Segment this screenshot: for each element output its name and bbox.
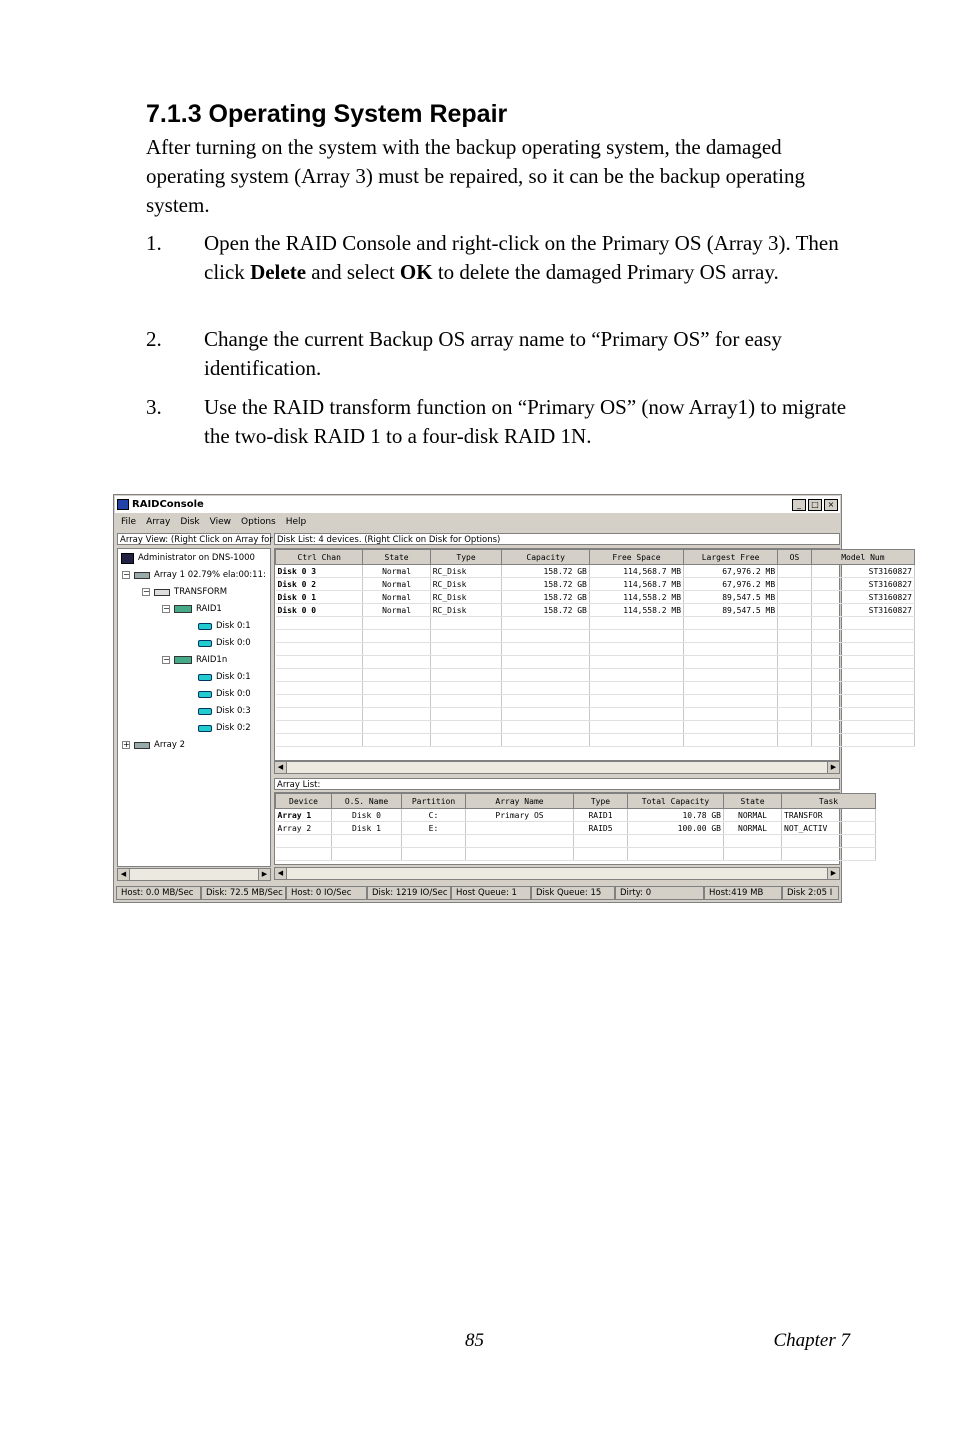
empty-cell bbox=[502, 695, 589, 708]
empty-cell bbox=[363, 669, 430, 682]
empty-cell bbox=[778, 669, 812, 682]
empty-cell bbox=[684, 708, 778, 721]
menu-bar bbox=[116, 515, 311, 529]
scroll-right-icon[interactable]: ▶ bbox=[827, 762, 839, 773]
empty-cell bbox=[811, 708, 914, 721]
column-header[interactable]: O.S. Name bbox=[332, 794, 402, 809]
empty-cell bbox=[782, 848, 876, 861]
empty-cell bbox=[430, 656, 502, 669]
disk-icon bbox=[198, 640, 212, 647]
table-cell: 89,547.5 MB bbox=[684, 591, 778, 604]
column-header[interactable]: Array Name bbox=[466, 794, 574, 809]
empty-cell bbox=[628, 848, 724, 861]
empty-cell bbox=[574, 848, 628, 861]
table-cell: ST3160827 bbox=[811, 591, 914, 604]
disk-icon bbox=[198, 725, 212, 732]
column-header[interactable]: OS bbox=[778, 550, 812, 565]
table-row[interactable] bbox=[276, 591, 915, 604]
table-cell: 158.72 GB bbox=[502, 591, 589, 604]
empty-cell bbox=[589, 734, 683, 747]
empty-cell bbox=[589, 669, 683, 682]
empty-cell bbox=[430, 734, 502, 747]
step-2 bbox=[146, 325, 850, 383]
tree-node-transform[interactable]: − TRANSFORM bbox=[143, 587, 228, 597]
tree-node-raid1n[interactable]: − RAID1n bbox=[163, 655, 228, 665]
table-cell: Array 1 bbox=[276, 809, 332, 822]
status-host-queue: Host Queue: 1 bbox=[451, 886, 531, 900]
scroll-right-icon[interactable]: ▶ bbox=[258, 869, 270, 880]
table-cell: Normal bbox=[363, 604, 430, 617]
empty-cell bbox=[778, 617, 812, 630]
table-cell: Disk 0 2 bbox=[276, 578, 363, 591]
close-icon[interactable]: × bbox=[824, 499, 838, 511]
table-row[interactable] bbox=[276, 578, 915, 591]
table-row[interactable] bbox=[276, 604, 915, 617]
empty-cell bbox=[502, 656, 589, 669]
step-number: 2. bbox=[146, 327, 162, 351]
disk-list-label: Disk List: 4 devices. (Right Click on Disk for Options) bbox=[274, 533, 840, 545]
collapse-icon[interactable]: − bbox=[163, 604, 170, 613]
empty-cell bbox=[778, 643, 812, 656]
status-host-io: Host: 0 IO/Sec bbox=[286, 886, 367, 900]
empty-cell bbox=[811, 721, 914, 734]
table-cell: NOT_ACTIV bbox=[782, 822, 876, 835]
empty-cell bbox=[430, 682, 502, 695]
empty-cell bbox=[430, 643, 502, 656]
table-cell: Primary OS bbox=[466, 809, 574, 822]
step-number: 1. bbox=[146, 231, 162, 255]
table-cell: ST3160827 bbox=[811, 604, 914, 617]
empty-cell bbox=[276, 630, 363, 643]
table-cell: RC_Disk bbox=[430, 578, 502, 591]
column-header[interactable]: Model Num bbox=[811, 550, 914, 565]
table-cell: Disk 0 3 bbox=[276, 565, 363, 578]
menu-array[interactable]: Array bbox=[146, 517, 171, 527]
table-cell: RC_Disk bbox=[430, 565, 502, 578]
empty-cell bbox=[811, 682, 914, 695]
table-cell: RAID1 bbox=[574, 809, 628, 822]
empty-cell bbox=[402, 835, 466, 848]
menu-disk[interactable]: Disk bbox=[180, 517, 200, 527]
empty-cell bbox=[363, 656, 430, 669]
empty-cell bbox=[811, 669, 914, 682]
empty-cell bbox=[684, 617, 778, 630]
table-cell: 10.78 GB bbox=[628, 809, 724, 822]
empty-row bbox=[276, 734, 915, 747]
empty-cell bbox=[430, 708, 502, 721]
empty-cell bbox=[589, 656, 683, 669]
column-header[interactable]: State bbox=[363, 550, 430, 565]
empty-cell bbox=[684, 656, 778, 669]
tree-node-disk[interactable]: Disk 0:1 bbox=[198, 670, 251, 684]
empty-cell bbox=[276, 848, 332, 861]
table-cell: 67,976.2 MB bbox=[684, 578, 778, 591]
array-tree bbox=[117, 548, 271, 867]
raid-icon bbox=[174, 605, 192, 613]
array-icon bbox=[134, 742, 150, 749]
empty-cell bbox=[363, 682, 430, 695]
raid-icon bbox=[174, 656, 192, 664]
empty-cell bbox=[811, 695, 914, 708]
table-cell: 67,976.2 MB bbox=[684, 565, 778, 578]
column-header[interactable]: Type bbox=[430, 550, 502, 565]
empty-cell bbox=[430, 669, 502, 682]
empty-cell bbox=[589, 682, 683, 695]
array-icon bbox=[134, 572, 150, 579]
table-cell bbox=[778, 604, 812, 617]
empty-cell bbox=[811, 734, 914, 747]
empty-cell bbox=[363, 630, 430, 643]
table-cell: 89,547.5 MB bbox=[684, 604, 778, 617]
empty-cell bbox=[628, 835, 724, 848]
table-cell: C: bbox=[402, 809, 466, 822]
empty-cell bbox=[276, 643, 363, 656]
empty-cell bbox=[684, 734, 778, 747]
empty-cell bbox=[684, 682, 778, 695]
empty-cell bbox=[276, 835, 332, 848]
table-cell bbox=[466, 822, 574, 835]
tree-node-disk[interactable]: Disk 0:0 bbox=[198, 687, 251, 701]
raid-console-window bbox=[113, 494, 912, 903]
empty-cell bbox=[684, 630, 778, 643]
table-row[interactable] bbox=[276, 822, 876, 835]
empty-cell bbox=[684, 643, 778, 656]
empty-cell bbox=[782, 835, 876, 848]
ok-keyword: OK bbox=[399, 260, 433, 284]
table-row[interactable] bbox=[276, 809, 876, 822]
disk-icon bbox=[198, 708, 212, 715]
array-view-label: Array View: (Right Click on Array for bbox=[117, 533, 271, 545]
empty-cell bbox=[430, 695, 502, 708]
table-cell: 114,568.7 MB bbox=[589, 578, 683, 591]
tree-node-disk[interactable]: Disk 0:1 bbox=[198, 619, 251, 633]
empty-cell bbox=[811, 643, 914, 656]
empty-cell bbox=[778, 682, 812, 695]
empty-cell bbox=[276, 682, 363, 695]
empty-cell bbox=[502, 734, 589, 747]
table-cell: 158.72 GB bbox=[502, 565, 589, 578]
table-cell: RC_Disk bbox=[430, 604, 502, 617]
intro-paragraph: After turning on the system with the backup operating system, the damaged operating system (Array 3) must be repaired, so it can be the backup operating system. bbox=[146, 135, 805, 217]
scroll-left-icon[interactable]: ◀ bbox=[275, 762, 287, 773]
column-header[interactable]: Total Capacity bbox=[628, 794, 724, 809]
tree-node-raid1[interactable]: − RAID1 bbox=[163, 604, 222, 614]
table-cell: Normal bbox=[363, 591, 430, 604]
app-icon bbox=[117, 499, 129, 510]
column-header[interactable]: Device bbox=[276, 794, 332, 809]
empty-cell bbox=[778, 656, 812, 669]
step-text: Open the RAID Console and right-click on the Primary OS (Array 3). Then click Delete and select OK to delete the damaged Primary OS array. bbox=[204, 231, 839, 284]
empty-cell bbox=[430, 617, 502, 630]
status-host-mb: Host: 0.0 MB/Sec bbox=[116, 886, 201, 900]
table-cell: 100.00 GB bbox=[628, 822, 724, 835]
empty-cell bbox=[502, 643, 589, 656]
table-cell: Disk 0 1 bbox=[276, 591, 363, 604]
empty-row bbox=[276, 630, 915, 643]
disk-icon bbox=[198, 674, 212, 681]
table-cell: NORMAL bbox=[724, 822, 782, 835]
empty-cell bbox=[811, 630, 914, 643]
transform-icon bbox=[154, 589, 170, 596]
empty-cell bbox=[502, 669, 589, 682]
computer-icon bbox=[121, 553, 134, 564]
minimize-icon[interactable]: _ bbox=[792, 499, 806, 511]
empty-row bbox=[276, 656, 915, 669]
chapter-label: Chapter 7 bbox=[773, 1330, 850, 1351]
status-disk-mb: Disk: 72.5 MB/Sec bbox=[201, 886, 286, 900]
tree-node-array-1[interactable]: − Array 1 02.79% ela:00:11: bbox=[123, 570, 266, 580]
empty-cell bbox=[811, 617, 914, 630]
section-heading: 7.1.3 Operating System Repair bbox=[146, 100, 508, 128]
table-cell: NORMAL bbox=[724, 809, 782, 822]
table-cell bbox=[778, 565, 812, 578]
empty-cell bbox=[589, 643, 683, 656]
status-disk-queue: Disk Queue: 15 bbox=[531, 886, 615, 900]
empty-cell bbox=[276, 656, 363, 669]
column-header[interactable]: Largest Free bbox=[684, 550, 778, 565]
maximize-icon[interactable]: □ bbox=[808, 499, 822, 511]
disk-list-table bbox=[274, 548, 912, 761]
page-number: 85 bbox=[465, 1330, 484, 1351]
scroll-left-icon[interactable]: ◀ bbox=[118, 869, 130, 880]
status-dirty: Dirty: 0 bbox=[615, 886, 704, 900]
empty-cell bbox=[276, 669, 363, 682]
table-cell: ST3160827 bbox=[811, 565, 914, 578]
empty-cell bbox=[363, 617, 430, 630]
empty-cell bbox=[332, 848, 402, 861]
empty-cell bbox=[430, 630, 502, 643]
step-text: Change the current Backup OS array name to “Primary OS” for easy identification. bbox=[204, 327, 782, 380]
step-text: Use the RAID transform function on “Primary OS” (now Array1) to migrate the two-disk RAID 1 to a four-disk RAID 1N. bbox=[204, 395, 847, 448]
collapse-icon[interactable]: − bbox=[163, 655, 170, 664]
empty-row bbox=[276, 682, 915, 695]
empty-row bbox=[276, 695, 915, 708]
empty-row bbox=[276, 669, 915, 682]
empty-cell bbox=[778, 695, 812, 708]
column-header[interactable]: Task bbox=[782, 794, 876, 809]
table-cell: Disk 1 bbox=[332, 822, 402, 835]
column-header[interactable]: State bbox=[724, 794, 782, 809]
empty-cell bbox=[363, 695, 430, 708]
empty-cell bbox=[724, 848, 782, 861]
window-title: RAIDConsole bbox=[132, 499, 204, 510]
step-3 bbox=[146, 393, 850, 451]
column-header[interactable]: Ctrl Chan bbox=[276, 550, 363, 565]
empty-cell bbox=[684, 695, 778, 708]
empty-row bbox=[276, 708, 915, 721]
step-number: 3. bbox=[146, 395, 162, 419]
column-header[interactable]: Partition bbox=[402, 794, 466, 809]
menu-options[interactable]: Options bbox=[241, 517, 276, 527]
empty-cell bbox=[684, 721, 778, 734]
table-cell: Array 2 bbox=[276, 822, 332, 835]
empty-cell bbox=[276, 617, 363, 630]
tree-node-disk[interactable]: Disk 0:0 bbox=[198, 636, 251, 650]
status-bar bbox=[116, 886, 839, 900]
empty-cell bbox=[589, 708, 683, 721]
empty-cell bbox=[574, 835, 628, 848]
collapse-icon[interactable]: − bbox=[123, 570, 130, 579]
empty-cell bbox=[402, 848, 466, 861]
status-disk-io: Disk: 1219 IO/Sec bbox=[367, 886, 451, 900]
empty-cell bbox=[502, 682, 589, 695]
empty-cell bbox=[778, 721, 812, 734]
table-cell: RC_Disk bbox=[430, 591, 502, 604]
tree-node-array-2[interactable]: + Array 2 bbox=[123, 740, 186, 750]
empty-cell bbox=[363, 643, 430, 656]
empty-cell bbox=[363, 721, 430, 734]
table-cell: ST3160827 bbox=[811, 578, 914, 591]
empty-cell bbox=[466, 848, 574, 861]
empty-row bbox=[276, 721, 915, 734]
empty-row bbox=[276, 848, 876, 861]
empty-row bbox=[276, 643, 915, 656]
empty-cell bbox=[778, 630, 812, 643]
table-cell bbox=[778, 591, 812, 604]
table-cell: Disk 0 0 bbox=[276, 604, 363, 617]
empty-cell bbox=[276, 734, 363, 747]
expand-icon[interactable]: + bbox=[123, 740, 130, 749]
empty-cell bbox=[363, 708, 430, 721]
tree-scrollbar[interactable] bbox=[117, 868, 271, 881]
table-cell: 114,558.2 MB bbox=[589, 591, 683, 604]
column-header[interactable]: Free Space bbox=[589, 550, 683, 565]
empty-cell bbox=[589, 617, 683, 630]
empty-cell bbox=[724, 835, 782, 848]
menu-file[interactable]: File bbox=[121, 517, 137, 527]
empty-cell bbox=[811, 656, 914, 669]
tree-node-disk[interactable]: Disk 0:3 bbox=[198, 704, 251, 718]
table-cell: RAID5 bbox=[574, 822, 628, 835]
empty-cell bbox=[502, 630, 589, 643]
array-list-scrollbar[interactable] bbox=[274, 867, 840, 880]
table-cell: 158.72 GB bbox=[502, 578, 589, 591]
delete-keyword: Delete bbox=[250, 260, 307, 284]
status-disk-time: Disk 2:05 I bbox=[782, 886, 839, 900]
empty-cell bbox=[466, 835, 574, 848]
empty-cell bbox=[502, 617, 589, 630]
table-cell: 158.72 GB bbox=[502, 604, 589, 617]
empty-cell bbox=[276, 708, 363, 721]
table-cell: E: bbox=[402, 822, 466, 835]
empty-cell bbox=[332, 835, 402, 848]
disk-icon bbox=[198, 623, 212, 630]
menu-help[interactable]: Help bbox=[285, 517, 307, 527]
title-bar bbox=[115, 496, 840, 513]
table-cell: Disk 0 bbox=[332, 809, 402, 822]
table-cell bbox=[778, 578, 812, 591]
table-cell: TRANSFOR bbox=[782, 809, 876, 822]
empty-cell bbox=[589, 695, 683, 708]
collapse-icon[interactable]: − bbox=[143, 587, 150, 596]
empty-cell bbox=[502, 708, 589, 721]
empty-row bbox=[276, 835, 876, 848]
empty-cell bbox=[502, 721, 589, 734]
empty-cell bbox=[363, 734, 430, 747]
empty-cell bbox=[430, 721, 502, 734]
empty-cell bbox=[589, 630, 683, 643]
scroll-right-icon[interactable]: ▶ bbox=[827, 868, 839, 879]
empty-cell bbox=[684, 669, 778, 682]
array-list-table bbox=[274, 792, 840, 865]
empty-cell bbox=[778, 708, 812, 721]
scroll-left-icon[interactable]: ◀ bbox=[275, 868, 287, 879]
table-cell: Normal bbox=[363, 565, 430, 578]
empty-row bbox=[276, 617, 915, 630]
disk-icon bbox=[198, 691, 212, 698]
tree-node-host[interactable]: Administrator on DNS-1000 bbox=[121, 551, 255, 565]
empty-cell bbox=[276, 695, 363, 708]
table-row[interactable] bbox=[276, 565, 915, 578]
table-cell: 114,558.2 MB bbox=[589, 604, 683, 617]
empty-cell bbox=[276, 721, 363, 734]
column-header[interactable]: Capacity bbox=[502, 550, 589, 565]
empty-cell bbox=[589, 721, 683, 734]
status-host-mem: Host:419 MB bbox=[704, 886, 782, 900]
empty-cell bbox=[778, 734, 812, 747]
disk-list-scrollbar[interactable] bbox=[274, 761, 840, 774]
array-list-label: Array List: bbox=[274, 778, 840, 790]
tree-node-disk[interactable]: Disk 0:2 bbox=[198, 721, 251, 735]
menu-view[interactable]: View bbox=[209, 517, 232, 527]
table-cell: Normal bbox=[363, 578, 430, 591]
step-1 bbox=[146, 229, 850, 287]
table-cell: 114,568.7 MB bbox=[589, 565, 683, 578]
column-header[interactable]: Type bbox=[574, 794, 628, 809]
